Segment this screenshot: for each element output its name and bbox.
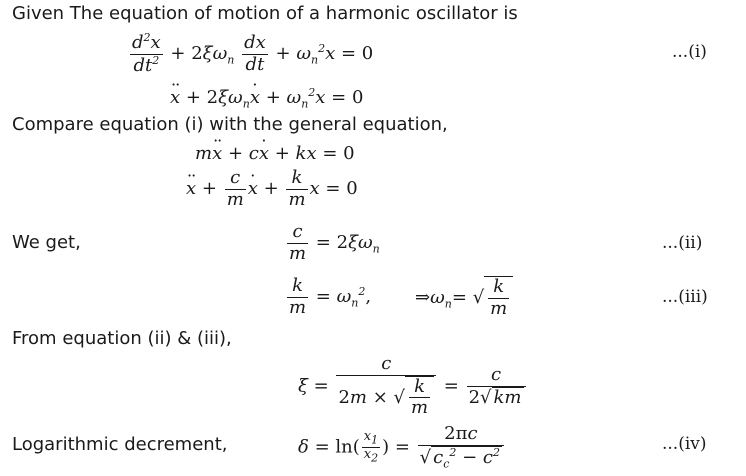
- tag-ii: ...(ii): [662, 233, 703, 253]
- tag-iv: ...(iv): [662, 434, 707, 454]
- equation-iii: $\frac{k}{m}$ = $\omega_n^2$,: [289, 275, 372, 318]
- log-decrement-equation: δ = ln( $\frac{x_1}{x_2}$ ) = $\frac{2\pi c}{√ c_c^2 - c^2}$: [298, 424, 506, 471]
- intro-text: Given The equation of motion of a harmonic oscillator is: [12, 3, 518, 24]
- log-decrement-text: Logarithmic decrement,: [12, 434, 228, 455]
- from-equation-text: From equation (ii) & (iii),: [12, 328, 232, 349]
- tag-iii: ...(iii): [662, 287, 708, 307]
- normalized-equation: x ·· + $\frac{c}{m}$ x · + $\frac{k}{m}$ x = 0: [186, 168, 358, 210]
- compare-text: Compare equation (i) with the general equation,: [12, 114, 448, 135]
- equation-ii: $\frac{c}{m}$ = $2\xi\omega_n$: [289, 221, 380, 264]
- equation-i-dot-form: x ·· + $2\xi\omega_nx$ · + $\omega_n^2x = 0$: [170, 86, 363, 111]
- omega-n-result: $\Rightarrow\omega_n=$ √ $\frac{k}{m}$: [415, 276, 513, 319]
- equation-i: $\frac{d^2x}{dt^2}$ + $2\xi\omega_n$ $\frac{dx}{dt}$ + $\omega_n^2x = 0$: [132, 31, 374, 76]
- general-equation: mx ·· + cx · + kx = 0: [195, 143, 355, 164]
- damping-ratio-equation: ξ = c 2m × √ $\frac{k}{m}$ = $\frac{c}{2√ km}$: [298, 354, 528, 419]
- we-get-text: We get,: [12, 232, 81, 253]
- tag-i: ...(i): [672, 42, 707, 62]
